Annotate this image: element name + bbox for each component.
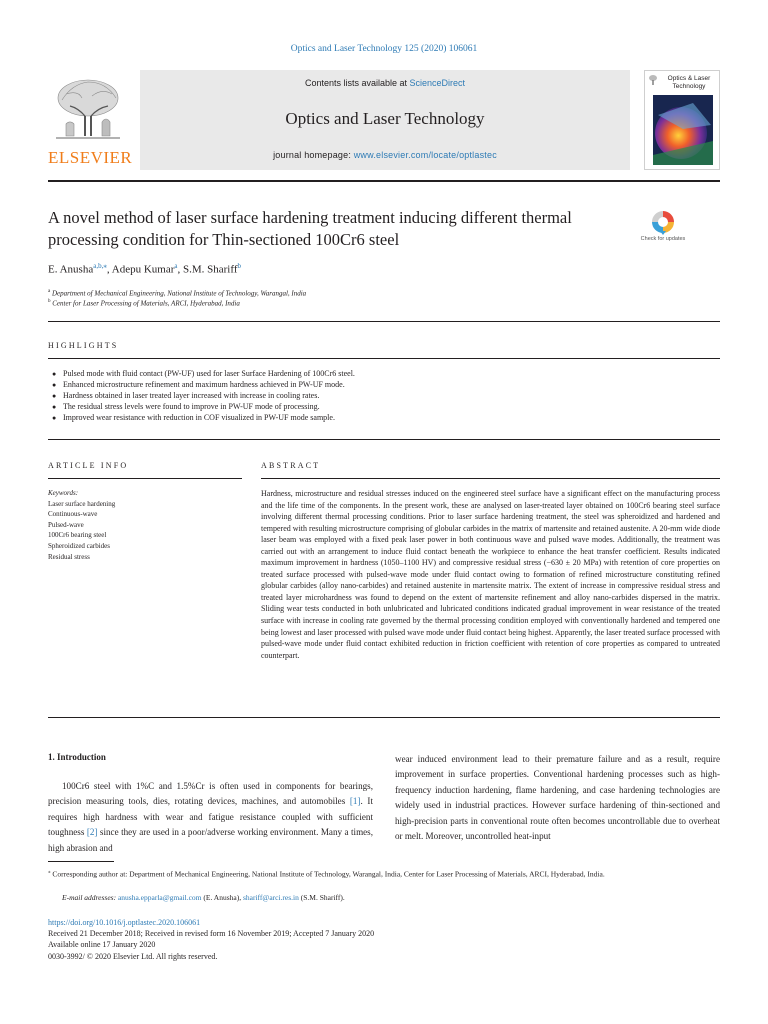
- author-affiliation-mark[interactable]: a: [174, 262, 178, 270]
- contents-lists-line: [140, 78, 630, 88]
- masthead-rule: [48, 180, 720, 182]
- highlights-list: [52, 369, 712, 424]
- author-name[interactable]: Adepu Kumar: [111, 263, 175, 276]
- highlights-rule: [48, 358, 720, 359]
- abstract-bottom-rule: [48, 717, 720, 718]
- keyword: Continuous-wave: [48, 510, 98, 519]
- cover-artwork: [653, 95, 713, 165]
- footnote-text: Corresponding author at: Department of Mechanical Engineering, National Institute of Technology, Warangal, India, Center for Laser Processing of Materials, ARCI, Hyderabad, India.: [52, 869, 605, 879]
- keyword: Pulsed-wave: [48, 520, 84, 529]
- abstract-rule: [261, 478, 720, 479]
- reference-link[interactable]: [1]: [349, 796, 361, 807]
- elsevier-logo[interactable]: [48, 70, 133, 170]
- check-for-updates-icon: [651, 210, 675, 236]
- keywords-label: Keywords:: [48, 489, 79, 497]
- keyword: Laser surface hardening: [48, 499, 116, 508]
- footnote-mark: ⁎: [48, 870, 51, 875]
- reference-link[interactable]: [2]: [86, 827, 98, 838]
- affiliation-text: Department of Mechanical Engineering, National Institute of Technology, Warangal, India: [51, 289, 307, 298]
- journal-banner: [140, 70, 630, 170]
- homepage-prefix: journal homepage:: [273, 150, 354, 160]
- copyright-line: 0030-3992/ © 2020 Elsevier Ltd. All rights reserved.: [48, 951, 218, 961]
- author-name[interactable]: S.M. Shariff: [182, 263, 238, 276]
- doi-link[interactable]: https://doi.org/10.1016/j.optlastec.2020.106061: [48, 918, 201, 927]
- online-date: Available online 17 January 2020: [48, 940, 156, 950]
- keyword: 100Cr6 bearing steel: [48, 531, 107, 540]
- running-head[interactable]: Optics and Laser Technology 125 (2020) 106061: [290, 44, 478, 54]
- affiliation-mark: a: [48, 289, 51, 294]
- intro-text: 100Cr6 steel with 1%C and 1.5%Cr is often used in components for bearings, precision measuring tools, dies, rotating devices, machines, and automobiles: [48, 781, 373, 807]
- article-info-rule: [48, 478, 242, 479]
- introduction-paragraph-right: wear induced environment lead to their premature failure and as a result, require improvement in surface properties. Conventional hardening processes such as high-frequency induction hardening, flame hardening, and case hardening technologies are widely used in industrial practices. However surface hardening of thin-sectioned and high-precision parts in conventional route often becomes uncontrollable due to overheat or melt. Moreover, uncontrolled heat-input: [395, 754, 720, 842]
- email-link[interactable]: shariff@arci.res.in: [242, 893, 299, 902]
- highlight-item: ● Enhanced microstructure refinement and maximum hardness achieved in PW-UF mode.: [52, 380, 712, 391]
- cover-title: Optics & Laser Technology: [667, 75, 711, 90]
- highlights-bottom-rule: [48, 439, 720, 440]
- affiliation-mark: b: [48, 299, 51, 304]
- journal-homepage-link[interactable]: www.elsevier.com/locate/optlastec: [353, 150, 497, 160]
- email-owner: (S.M. Shariff).: [298, 893, 345, 902]
- article-title: A novel method of laser surface hardening treatment inducing different thermal processing condition for Thin-sectioned 100Cr6 steel: [48, 208, 572, 249]
- journal-masthead: [48, 70, 720, 178]
- footnote-rule: [48, 861, 114, 862]
- contents-prefix: Contents lists available at: [304, 78, 410, 88]
- journal-homepage-line: [140, 150, 630, 160]
- sciencedirect-link[interactable]: ScienceDirect: [409, 78, 466, 88]
- abstract-heading: ABSTRACT: [261, 461, 321, 470]
- highlight-item: ● Pulsed mode with fluid contact (PW-UF) used for laser Surface Hardening of 100Cr6 steel.: [52, 369, 712, 380]
- journal-cover-thumbnail[interactable]: [644, 70, 720, 170]
- journal-title: Optics and Laser Technology: [285, 109, 485, 128]
- email-owner: (E. Anusha),: [201, 893, 243, 902]
- email-link[interactable]: anusha.epparla@gmail.com: [117, 893, 202, 902]
- elsevier-tree-icon: [52, 76, 124, 142]
- highlight-item: ● The residual stress levels were found to improve in PW-UF mode of processing.: [52, 402, 712, 413]
- corresponding-author-footnote: [48, 867, 720, 880]
- highlight-item: ● Hardness obtained in laser treated layer increased with increase in cooling rates.: [52, 391, 712, 402]
- highlight-item: ● Improved wear resistance with reduction in COF visualized in PW-UF mode sample.: [52, 413, 712, 424]
- affiliation-b: [48, 299, 240, 307]
- abstract-text: Hardness, microstructure and residual stresses induced on the engineered steel surface have a significant effect on the manufacturing process and the life time of the components. In the present work, these are analysed on laser-treated layer obtained on 100Cr6 bearing steel surface involving different thermal processing conditions. Prior to laser surface hardening treatment, the steel was spheroidized and hardened and tempered with resulting microstructure comprising of globular carbides in the matrix of martensite and retained austenite. A 20-mm wide diode laser beam was employed with a fixed peak laser power in both continuous wave and pulsed wave modes. Additionally, the treatment was carried out with an arrangement to induce fluid contact beneath the workpiece to enhance the heat transfer coefficient. Results indicated maximum improvement in hardness (1050–1100 HV) and compressive residual stress (−630 ± 20 MPa) with retention of core properties on treated surface processed with pulsed-wave mode under fluid contact owing to formation of refined microstructure constituting refined globular carbides (alloy nano-carbides) and retained austenite in martensite matrix. The extent of increase in compressive residual stress and treated layer microhardness was found to depend on the extent of martensite refinement and alloy nano-carbides dispersed in the matrix. Sliding wear tests conducted in both unlubricated and lubricated conditions indicated gradual improvement in wear resistance of the treated surface with increase in cooling rate governed by the thermal processing condition employed with conventionally hardened and tempered one being lowest and laser processed with pulsed wave mode under fluid contact being highest. Apparently, the laser treated surface processed with pulsed-wave mode under fluid contact exhibited reduction in friction coefficient with retention of core properties as compared to untreated counterpart.: [261, 489, 720, 660]
- highlights-heading: HIGHLIGHTS: [48, 341, 119, 350]
- crossmark-label: Check for updates: [640, 236, 686, 242]
- author-affiliation-mark[interactable]: a,b,⁎: [93, 262, 107, 270]
- intro-text: . It requires high hardness with wear and fatigue resistance coupled with sufficient toughness: [48, 796, 373, 838]
- author-affiliation-mark[interactable]: b: [237, 262, 241, 270]
- introduction-paragraph-left: [48, 779, 373, 856]
- elsevier-wordmark: ELSEVIER: [48, 148, 133, 167]
- keyword: Spheroidized carbides: [48, 541, 111, 550]
- crossmark-badge[interactable]: [640, 210, 686, 254]
- affiliation-text: Center for Laser Processing of Materials, ARCI, Hyderabad, India: [52, 299, 240, 308]
- author-list: E. Anusha$^{a,b,⁎}$, Adepu Kumar$^a$, S.M. Shariff$^b$: [48, 262, 241, 276]
- article-info-heading: ARTICLE INFO: [48, 461, 129, 470]
- keywords-block: [48, 488, 238, 562]
- affiliation-a: [48, 289, 306, 297]
- article-history: Received 21 December 2018; Received in revised form 16 November 2019; Accepted 7 January 2020: [48, 929, 375, 939]
- author-name[interactable]: E. Anusha: [48, 263, 94, 276]
- mini-elsevier-tree-icon: [648, 74, 658, 86]
- keyword: Residual stress: [48, 552, 90, 561]
- publication-info: [48, 917, 374, 962]
- header-rule: [48, 321, 720, 322]
- section-heading-introduction: 1. Introduction: [48, 752, 106, 762]
- intro-text: since they are used in a poor/adverse working environment. Many a times, high abrasion and: [48, 827, 373, 853]
- email-label: E-mail addresses:: [62, 893, 117, 902]
- email-footnote: [62, 893, 345, 902]
